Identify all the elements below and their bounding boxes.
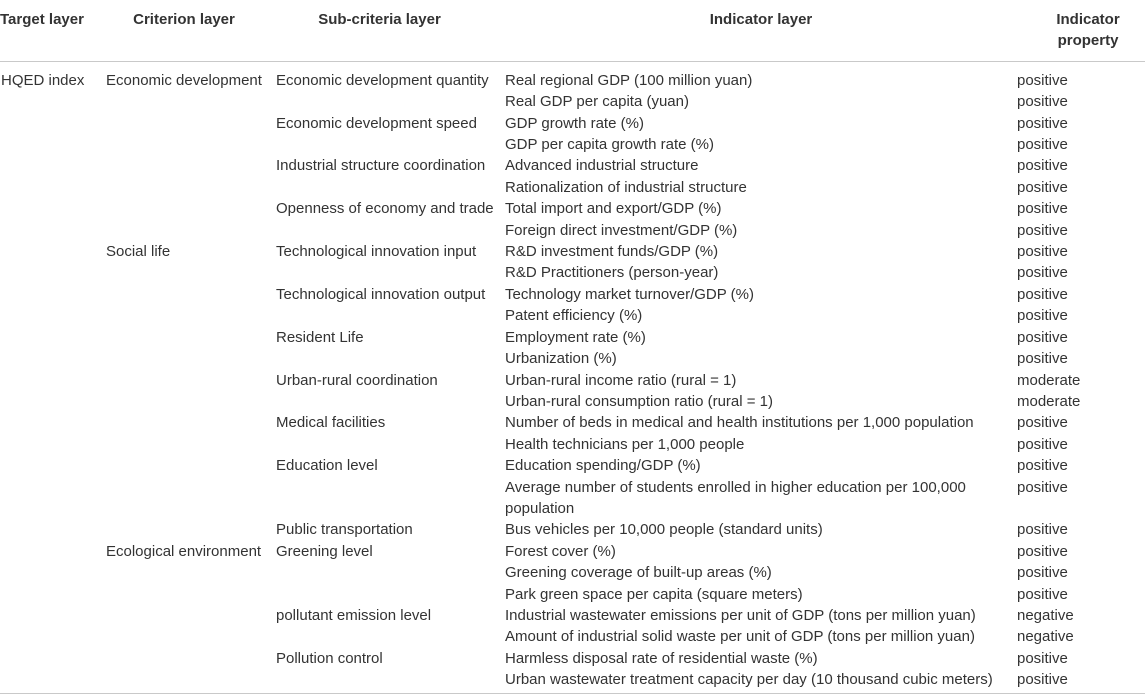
property-cell: positive [1017,285,1068,303]
property-cell: positive [1017,671,1068,689]
header-criterion-layer: Criterion layer [106,0,276,61]
target-layer-cell: HQED index [1,71,85,89]
property-cell: positive [1017,264,1068,282]
indicator-cell: Advanced industrial structure [505,157,699,175]
indicator-cell: Health technicians per 1,000 people [505,435,745,453]
property-cell: positive [1017,93,1068,111]
indicator-cell: Harmless disposal rate of residential waste (%) [505,649,818,667]
criterion-cell-economic: Economic development [106,71,262,89]
property-cell: positive [1017,649,1068,667]
property-cell: positive [1017,564,1068,582]
table-row [0,541,1145,562]
subcriteria-cell: Technological innovation output [276,285,486,303]
property-cell: positive [1017,521,1068,539]
indicator-cell: Amount of industrial solid waste per unit of GDP (tons per million yuan) [505,628,975,646]
property-cell: positive [1017,307,1068,325]
property-cell: negative [1017,606,1074,624]
header-indicator-property: Indicator property [1017,0,1145,61]
indicator-cell: Urban wastewater treatment capacity per day (10 thousand cubic meters) [505,671,993,689]
property-cell: positive [1017,457,1068,475]
property-cell: positive [1017,200,1068,218]
subcriteria-cell: Technological innovation input [276,243,477,261]
header-subcriteria-layer: Sub-criteria layer [276,0,505,61]
subcriteria-cell: Public transportation [276,521,413,539]
property-cell: positive [1017,328,1068,346]
subcriteria-cell: Education level [276,457,378,475]
property-cell: moderate [1017,392,1081,410]
indicator-cell: Urbanization (%) [505,350,617,368]
table-header [0,0,1145,61]
indicator-cell: Foreign direct investment/GDP (%) [505,221,738,239]
property-cell: positive [1017,157,1068,175]
criterion-cell-social: Social life [106,243,171,261]
indicator-cell: Number of beds in medical and health institutions per 1,000 population [505,414,974,432]
indicator-cell: R&D Practitioners (person-year) [505,264,719,282]
property-cell: positive [1017,585,1068,603]
subcriteria-cell: Urban-rural coordination [276,371,438,389]
table-row [0,61,1145,91]
property-cell: positive [1017,71,1068,89]
subcriteria-cell: Economic development quantity [276,71,489,89]
table-bottom-rule [0,693,1145,694]
property-cell: positive [1017,221,1068,239]
subcriteria-cell: Economic development speed [276,114,477,132]
subcriteria-cell: Openness of economy and trade [276,200,494,218]
subcriteria-cell: Pollution control [276,649,383,667]
header-target-layer: Target layer [0,0,106,61]
property-cell: positive [1017,243,1068,261]
indicator-cell: Real GDP per capita (yuan) [505,93,689,111]
criterion-cell-ecological: Ecological environment [106,542,262,560]
indicator-cell: Greening coverage of built-up areas (%) [505,564,772,582]
indicator-cell: Employment rate (%) [505,328,646,346]
property-cell: positive [1017,114,1068,132]
indicator-cell: Patent efficiency (%) [505,307,643,325]
indicator-cell: Real regional GDP (100 million yuan) [505,71,753,89]
indicator-cell: Park green space per capita (square meters) [505,585,803,603]
property-cell: positive [1017,178,1068,196]
indicator-cell: R&D investment funds/GDP (%) [505,243,719,261]
subcriteria-cell: Greening level [276,542,373,560]
indicator-cell: GDP growth rate (%) [505,114,644,132]
property-cell: positive [1017,136,1068,154]
indicator-cell: Rationalization of industrial structure [505,178,747,196]
subcriteria-cell: Industrial structure coordination [276,157,486,175]
property-cell: positive [1017,542,1068,560]
property-cell: moderate [1017,371,1081,389]
property-cell: positive [1017,350,1068,368]
table-body [0,61,1145,690]
property-cell: positive [1017,414,1068,432]
indicator-cell: Bus vehicles per 10,000 people (standard units) [505,521,823,539]
property-cell: negative [1017,628,1074,646]
indicator-cell: GDP per capita growth rate (%) [505,136,714,154]
subcriteria-cell: Resident Life [276,328,364,346]
header-row [0,0,1145,61]
indicator-cell: Average number of students enrolled in higher education per 100,000 population [505,478,966,517]
indicator-cell: Technology market turnover/GDP (%) [505,285,754,303]
indicator-cell: Education spending/GDP (%) [505,457,701,475]
indicator-cell: Total import and export/GDP (%) [505,200,722,218]
indicator-cell: Forest cover (%) [505,542,616,560]
subcriteria-cell: Medical facilities [276,414,386,432]
indicator-cell: Urban-rural consumption ratio (rural = 1) [505,392,774,410]
table-row [0,241,1145,262]
property-cell: positive [1017,478,1068,496]
subcriteria-cell: pollutant emission level [276,606,432,624]
indicator-cell: Industrial wastewater emissions per unit of GDP (tons per million yuan) [505,606,976,624]
header-indicator-layer: Indicator layer [505,0,1017,61]
indicator-cell: Urban-rural income ratio (rural = 1) [505,371,737,389]
property-cell: positive [1017,435,1068,453]
